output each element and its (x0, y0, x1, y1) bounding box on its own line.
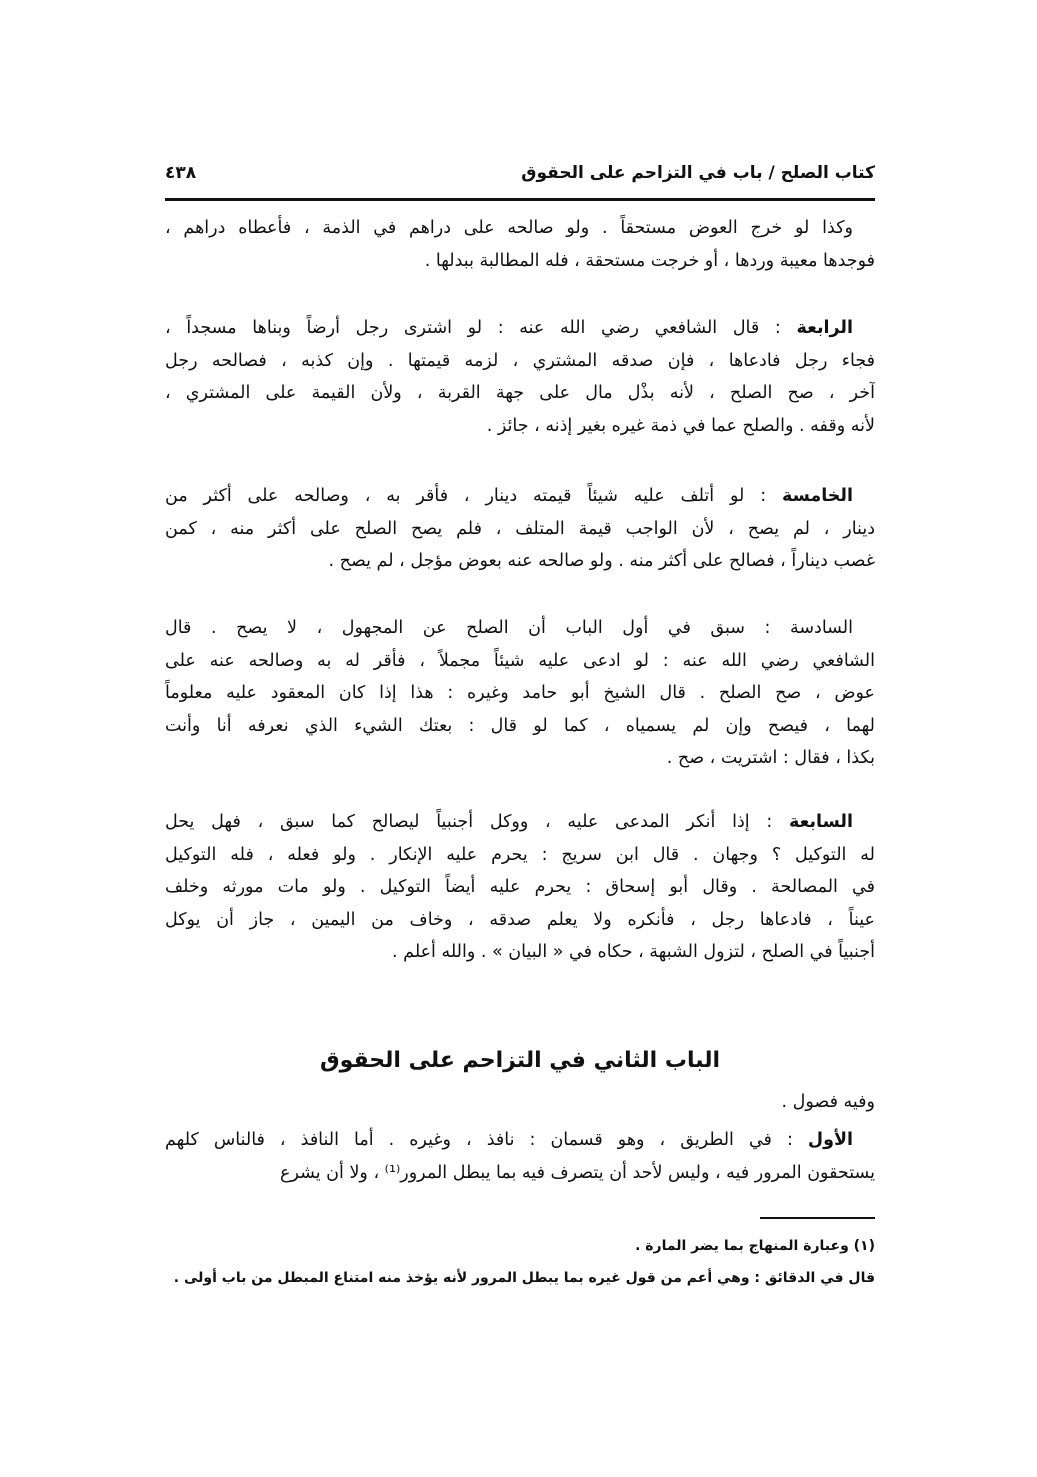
text-line (165, 377, 875, 410)
text-line (165, 742, 875, 775)
line-text: فوجدها معيبة وردها ، أو خرجت مستحقة ، فله المطالبة ببدلها . (424, 250, 875, 271)
line-text: وكذا لو خرج العوض مستحقاً . ولو صالحه على دراهم في الذمة ، فأعطاه دراهم ، (165, 218, 853, 238)
line-text: السادسة : سبق في أول الباب أن الصلح عن المجهول ، لا يصح . قال (165, 618, 853, 638)
line-text: غصب ديناراً ، فصالح على أكثر منه . ولو صالحه عنه بعوض مؤجل ، لم يصح . (328, 551, 875, 571)
line-text: فجاء رجل فادعاها ، فإن صدقه المشتري ، لزمه قيمتها . وإن كذبه ، فصالحه رجل (165, 350, 875, 371)
text-line (165, 513, 875, 546)
text-line (165, 904, 875, 937)
line-text: : قال الشافعي رضي الله عنه : لو اشترى رجل أرضاً وبناها مسجداً ، (165, 318, 797, 338)
paragraph (165, 612, 875, 775)
line-text: يستحقون المرور فيه ، وليس لأحد أن يتصرف فيه بما يبطل المرور⁽¹⁾ ، ولا أن يشرع (280, 1162, 875, 1183)
paragraph (165, 806, 875, 969)
text-line (165, 212, 875, 245)
text-line (165, 480, 875, 513)
text-line (165, 312, 875, 345)
footnote-1-continuation: قال في الدقائق : وهي أعم من قول غيره بما يبطل المرور لأنه يؤخذ منه امتناع المبطل من باب أولى . (173, 1270, 875, 1286)
footnote-1: (١) وعبارة المنهاج بما يضر المارة . (635, 1238, 875, 1254)
text-line (165, 710, 875, 743)
header-title: كتاب الصلح / باب في التزاحم على الحقوق (521, 163, 875, 183)
line-text: آخر ، صح الصلح ، لأنه بذْل مال على جهة القربة ، ولأن القيمة على المشتري ، (165, 383, 875, 403)
line-text: عوض ، صح الصلح . قال الشيخ أبو حامد وغيره : هذا إذا كان المعقود عليه معلوماً (165, 683, 875, 703)
text-line (165, 245, 875, 278)
line-text: له التوكيل ؟ وجهان . قال ابن سريج : يحرم عليه الإنكار . ولو فعله ، فله التوكيل (165, 844, 875, 865)
line-text: في المصالحة . وقال أبو إسحاق : يحرم عليه أيضاً التوكيل . ولو مات مورثه وخلف (165, 877, 875, 897)
line-text: لأنه وقفه . والصلح عما في ذمة غيره بغير إذنه ، جائز . (486, 415, 875, 436)
line-text: الشافعي رضي الله عنه : لو ادعى عليه شيئاً مجملاً ، فأقر له به وصالحه عنه على (165, 650, 875, 671)
chapter-heading: الباب الثاني في التزاحم على الحقوق (319, 1048, 720, 1073)
text-line (165, 1124, 875, 1157)
line-text: : لو أتلف عليه شيئاً قيمته دينار ، فأقر به ، وصالحه على أكثر من (165, 486, 782, 506)
text-line (165, 410, 875, 443)
text-line (165, 839, 875, 872)
page-number: ٤٣٨ (165, 163, 197, 183)
paragraph-lead: الأول (807, 1130, 853, 1150)
line-text: لهما ، فيصح وإن لم يسمياه ، كما لو قال : بعتك الشيء الذي نعرفه أنا وأنت (165, 715, 875, 736)
text-line (165, 936, 875, 969)
line-text: : في الطريق ، وهو قسمان : نافذ ، وغيره . أما النافذ ، فالناس كلهم (165, 1130, 808, 1150)
text-line (165, 545, 875, 578)
text-line (165, 612, 875, 645)
footnote-rule (760, 1217, 875, 1219)
line-text: بكذا ، فقال : اشتريت ، صح . (666, 748, 875, 768)
header-rule (165, 198, 875, 201)
text-line (165, 806, 875, 839)
paragraph (165, 312, 875, 442)
text-line (165, 345, 875, 378)
paragraph-lead: الرابعة (796, 318, 853, 338)
paragraph (165, 480, 875, 578)
line-text: أجنبياً في الصلح ، لتزول الشبهة ، حكاه في « البيان » . والله أعلم . (392, 942, 875, 962)
paragraph-lead: الخامسة (781, 486, 853, 506)
chapter-paragraph (165, 1124, 875, 1189)
text-line (165, 871, 875, 904)
line-text: دينار ، لم يصح ، لأن الواجب قيمة المتلف ، فلم يصح الصلح على أكثر منه ، كمن (165, 518, 875, 539)
running-header (165, 163, 875, 193)
text-line (165, 1157, 875, 1190)
line-text: عيناً ، فادعاها رجل ، فأنكره ولا يعلم صدقه ، وخاف من اليمين ، جاز أن يوكل (165, 909, 875, 930)
text-line (165, 677, 875, 710)
chapter-intro: وفيه فصول . (781, 1092, 875, 1112)
text-line (165, 645, 875, 678)
paragraph (165, 212, 875, 277)
paragraph-lead: السابعة (788, 812, 853, 832)
line-text: : إذا أنكر المدعى عليه ، ووكل أجنبياً ليصالح كما سبق ، فهل يحل (165, 812, 789, 832)
